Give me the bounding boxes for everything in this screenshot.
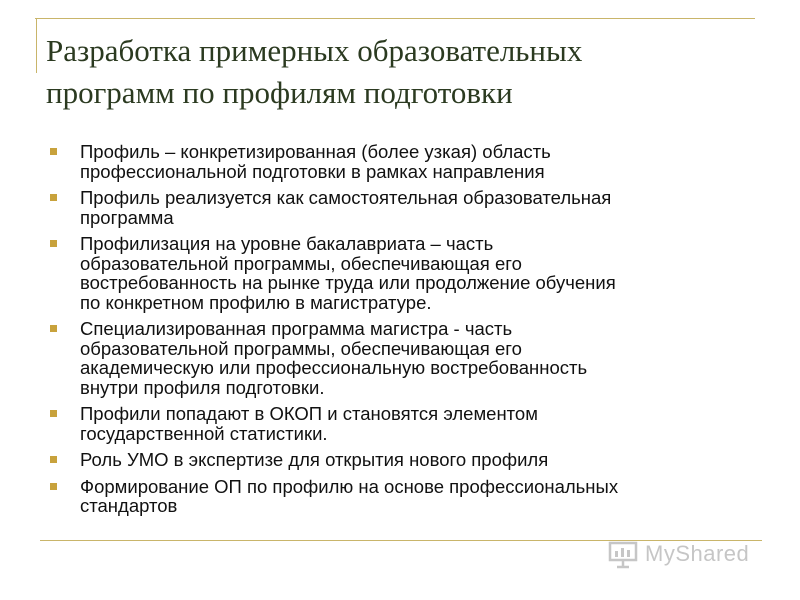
- bullet-text-line: образовательной программы, обеспечивающая его: [80, 252, 522, 274]
- top-divider-line: [35, 18, 755, 19]
- bullet-item-4: [48, 319, 768, 397]
- bullet-item-3: [48, 234, 768, 312]
- bullet-text-line: образовательной программы, обеспечивающая его: [80, 337, 522, 359]
- bullet-square-icon: [50, 194, 57, 201]
- bullet-text-line: Специализированная программа магистра - часть: [80, 318, 513, 339]
- bullet-text-line: по конкретном профилю в магистратуре.: [80, 291, 432, 313]
- bullet-text-line: внутри профиля подготовки.: [80, 376, 325, 398]
- presentation-board-icon: [607, 538, 639, 570]
- bullet-text-line: Роль УМО в экспертизе для открытия нового профиля: [80, 449, 549, 470]
- slide-title-line-1: Разработка примерных образовательных: [46, 33, 583, 68]
- slide-title-line-2: программ по профилям подготовки: [46, 75, 513, 110]
- bullet-text-line: Профилизация на уровне бакалавриата – часть: [80, 233, 494, 254]
- bullet-text-line: Профиль реализуется как самостоятельная образовательная: [80, 187, 612, 208]
- bullet-item-5: [48, 404, 768, 443]
- myshared-watermark: [607, 537, 749, 571]
- left-accent-line: [36, 18, 37, 73]
- bullet-text-line: Профили попадают в ОКОП и становятся элементом: [80, 403, 538, 424]
- bullet-text-line: стандартов: [80, 495, 178, 516]
- bullet-item-2: [48, 188, 768, 227]
- bullet-item-6: [48, 450, 768, 470]
- bullet-square-icon: [50, 456, 57, 463]
- bullet-square-icon: [50, 325, 57, 332]
- bullet-square-icon: [50, 483, 57, 490]
- bullet-square-icon: [50, 410, 57, 417]
- bullet-text-line: академическую или профессиональную востребованность: [80, 357, 588, 378]
- bullet-text-line: Формирование ОП по профилю на основе профессиональных: [80, 475, 619, 497]
- bullet-item-7: [48, 477, 768, 516]
- bullet-text-line: программа: [80, 206, 174, 228]
- bullet-text-line: востребованность на рынке труда или продолжение обучения: [80, 272, 616, 293]
- bullet-text-line: Профиль – конкретизированная (более узкая) область: [80, 141, 551, 162]
- watermark-text: MyShared: [645, 541, 750, 566]
- bullet-text-line: профессиональной подготовки в рамках направления: [80, 160, 545, 182]
- bullet-item-1: [48, 142, 768, 181]
- bullet-text-line: государственной статистики.: [80, 422, 328, 444]
- slide-title: [46, 30, 746, 114]
- bullet-list: [48, 142, 768, 523]
- bullet-square-icon: [50, 148, 57, 155]
- bullet-square-icon: [50, 240, 57, 247]
